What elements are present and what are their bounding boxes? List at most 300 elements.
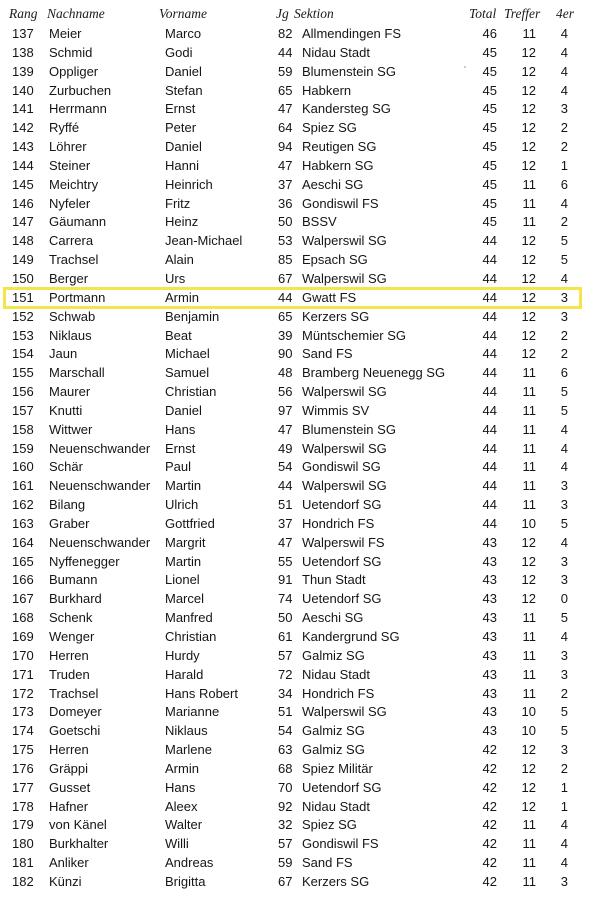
table-row	[0, 647, 600, 666]
cell-4er: 6	[560, 176, 568, 192]
cell-treffer: 12	[521, 779, 536, 795]
cell-sektion: Galmiz SG	[302, 723, 365, 739]
cell-vorname: Martin	[165, 478, 202, 494]
cell-nachname: Domeyer	[49, 704, 102, 720]
cell-sektion: Epsach SG	[302, 252, 368, 268]
cell-rang: 142	[12, 120, 34, 136]
cell-jg: 68	[278, 760, 293, 776]
cell-treffer: 11	[522, 855, 536, 871]
cell-jg: 50	[278, 610, 293, 626]
cell-total: 43	[482, 553, 497, 569]
cell-rang: 160	[12, 459, 34, 475]
cell-nachname: Niklaus	[49, 327, 92, 343]
cell-jg: 85	[278, 252, 293, 268]
cell-4er: 4	[560, 629, 568, 644]
scan-speck	[464, 66, 466, 68]
cell-total: 42	[482, 855, 497, 871]
cell-rang: 182	[12, 873, 34, 889]
cell-sektion: Galmiz SG	[302, 742, 365, 758]
cell-treffer: 12	[521, 270, 536, 286]
cell-rang: 159	[12, 440, 34, 456]
cell-jg: 39	[278, 327, 293, 343]
cell-treffer: 12	[521, 82, 536, 98]
cell-nachname: Wenger	[49, 629, 95, 644]
cell-nachname: Carrera	[49, 233, 94, 249]
cell-jg: 59	[278, 63, 293, 79]
cell-total: 44	[482, 327, 497, 343]
cell-jg: 74	[278, 591, 293, 607]
cell-nachname: Schmid	[49, 44, 93, 60]
cell-rang: 162	[12, 497, 34, 513]
cell-4er: 3	[560, 553, 568, 569]
cell-4er: 5	[560, 252, 568, 268]
cell-total: 42	[482, 798, 497, 814]
table-row	[0, 383, 600, 402]
cell-vorname: Walter	[165, 817, 203, 833]
cell-4er: 3	[560, 289, 568, 305]
cell-vorname: Ernst	[165, 440, 196, 456]
table-row	[0, 873, 600, 892]
cell-sektion: Nidau Stadt	[302, 44, 370, 60]
cell-rang: 161	[12, 478, 34, 494]
cell-total: 44	[482, 252, 497, 268]
cell-treffer: 12	[521, 252, 536, 268]
cell-rang: 170	[12, 647, 34, 663]
cell-nachname: Herren	[49, 647, 89, 663]
cell-vorname: Stefan	[165, 82, 203, 98]
cell-4er: 3	[560, 497, 568, 513]
cell-rang: 165	[12, 553, 34, 569]
header-4er: 4er	[556, 6, 574, 21]
cell-jg: 44	[278, 478, 293, 494]
cell-sektion: Habkern	[302, 82, 352, 98]
cell-vorname: Armin	[165, 760, 199, 776]
cell-vorname: Niklaus	[165, 723, 208, 739]
cell-treffer: 12	[521, 289, 536, 305]
cell-vorname: Heinz	[165, 214, 199, 230]
table-row	[0, 854, 600, 873]
cell-nachname: Bumann	[49, 572, 98, 588]
header-vorname: Vorname	[159, 6, 207, 21]
header-total: Total	[469, 6, 497, 21]
table-row	[0, 82, 600, 101]
cell-treffer: 12	[521, 798, 536, 814]
table-row	[0, 553, 600, 572]
cell-treffer: 12	[521, 44, 536, 60]
cell-jg: 65	[278, 308, 293, 324]
cell-vorname: Urs	[165, 270, 186, 286]
cell-vorname: Michael	[165, 346, 210, 362]
cell-rang: 180	[12, 836, 34, 852]
cell-nachname: Zurbuchen	[49, 82, 112, 98]
cell-rang: 173	[12, 704, 34, 720]
cell-nachname: Marschall	[49, 365, 105, 381]
table-header	[0, 6, 600, 26]
cell-nachname: Anliker	[49, 855, 89, 871]
cell-rang: 156	[12, 384, 34, 400]
cell-vorname: Hurdy	[165, 647, 200, 663]
cell-jg: 54	[278, 459, 293, 475]
cell-4er: 4	[560, 26, 568, 41]
cell-total: 43	[482, 591, 497, 607]
cell-jg: 32	[278, 817, 293, 833]
table-row	[0, 798, 600, 817]
table-row	[0, 666, 600, 685]
table-row	[0, 741, 600, 760]
cell-total: 44	[482, 270, 497, 286]
cell-vorname: Hans	[165, 421, 196, 437]
table-row	[0, 327, 600, 346]
table-row	[0, 138, 600, 157]
cell-rang: 141	[12, 101, 34, 117]
cell-rang: 168	[12, 610, 34, 626]
cell-total: 44	[482, 233, 497, 249]
cell-total: 45	[482, 63, 497, 79]
table-row	[0, 232, 600, 251]
cell-rang: 145	[12, 176, 34, 192]
cell-total: 42	[482, 817, 497, 833]
table-row	[0, 440, 600, 459]
cell-4er: 3	[560, 308, 568, 324]
cell-jg: 48	[278, 365, 293, 381]
cell-total: 44	[482, 459, 497, 475]
cell-treffer: 11	[522, 384, 536, 400]
cell-jg: 50	[278, 214, 293, 230]
cell-nachname: Nyfeler	[49, 195, 91, 211]
cell-jg: 63	[278, 742, 293, 758]
cell-4er: 4	[560, 82, 568, 98]
cell-4er: 6	[560, 365, 568, 381]
cell-rang: 178	[12, 798, 34, 814]
header-rang: Rang	[9, 6, 38, 21]
cell-total: 43	[482, 647, 497, 663]
table-row	[0, 213, 600, 232]
cell-vorname: Willi	[165, 836, 189, 852]
cell-4er: 4	[560, 421, 568, 437]
cell-total: 46	[482, 26, 497, 41]
cell-rang: 146	[12, 195, 34, 211]
cell-total: 43	[482, 629, 497, 644]
cell-sektion: Spiez SG	[302, 817, 357, 833]
cell-sektion: Walperswil FS	[302, 534, 385, 550]
cell-vorname: Marlene	[165, 742, 212, 758]
cell-4er: 4	[560, 817, 568, 833]
cell-nachname: Künzi	[49, 873, 82, 889]
cell-sektion: Spiez SG	[302, 120, 357, 136]
table-row	[0, 722, 600, 741]
cell-treffer: 12	[521, 157, 536, 173]
cell-vorname: Andreas	[165, 855, 214, 871]
cell-jg: 37	[278, 515, 293, 531]
cell-sektion: Aeschi SG	[302, 176, 364, 192]
cell-nachname: Löhrer	[49, 139, 87, 155]
cell-treffer: 11	[522, 459, 536, 475]
cell-treffer: 12	[521, 120, 536, 136]
cell-jg: 47	[278, 101, 293, 117]
cell-sektion: Kerzers SG	[302, 873, 370, 889]
cell-treffer: 11	[522, 26, 536, 41]
table-row	[0, 176, 600, 195]
table-row	[0, 119, 600, 138]
cell-jg: 51	[278, 497, 293, 513]
table-row	[0, 364, 600, 383]
table-row	[0, 590, 600, 609]
table-row	[0, 458, 600, 477]
cell-jg: 57	[278, 647, 293, 663]
cell-sektion: Nidau Stadt	[302, 798, 370, 814]
cell-jg: 92	[278, 798, 293, 814]
cell-nachname: Berger	[49, 270, 89, 286]
cell-4er: 3	[560, 873, 568, 889]
cell-4er: 5	[560, 723, 568, 739]
cell-vorname: Godi	[165, 44, 193, 60]
cell-jg: 55	[278, 553, 293, 569]
cell-sektion: Gondiswil SG	[302, 459, 381, 475]
cell-jg: 67	[278, 873, 293, 889]
cell-sektion: Uetendorf SG	[302, 779, 382, 795]
cell-jg: 47	[278, 421, 293, 437]
cell-treffer: 11	[522, 647, 536, 663]
cell-rang: 144	[12, 157, 34, 173]
cell-sektion: Blumenstein SG	[302, 63, 396, 79]
cell-sektion: BSSV	[302, 214, 337, 230]
cell-total: 43	[482, 723, 497, 739]
cell-4er: 5	[560, 402, 568, 418]
cell-jg: 37	[278, 176, 293, 192]
table-row	[0, 63, 600, 82]
cell-treffer: 11	[522, 836, 536, 852]
cell-jg: 51	[278, 704, 293, 720]
cell-sektion: Walperswil SG	[302, 233, 387, 249]
cell-nachname: Gusset	[49, 779, 91, 795]
cell-sektion: Walperswil SG	[302, 704, 387, 720]
cell-total: 43	[482, 572, 497, 588]
cell-rang: 175	[12, 742, 34, 758]
table-row	[0, 515, 600, 534]
cell-treffer: 11	[522, 817, 536, 833]
cell-nachname: Graber	[49, 515, 90, 531]
cell-vorname: Alain	[165, 252, 194, 268]
table-row	[0, 270, 600, 289]
cell-rang: 177	[12, 779, 34, 795]
table-row	[0, 628, 600, 647]
table-row	[0, 760, 600, 779]
cell-sektion: Kerzers SG	[302, 308, 370, 324]
cell-nachname: Herrmann	[49, 101, 107, 117]
cell-sektion: Gondiswil FS	[302, 836, 379, 852]
cell-sektion: Thun Stadt	[302, 572, 366, 588]
cell-total: 44	[482, 402, 497, 418]
cell-4er: 2	[560, 139, 568, 155]
cell-4er: 3	[560, 478, 568, 494]
cell-jg: 49	[278, 440, 293, 456]
cell-jg: 44	[278, 289, 293, 305]
table-row	[0, 816, 600, 835]
cell-treffer: 11	[522, 610, 536, 626]
cell-jg: 47	[278, 534, 293, 550]
cell-sektion: Gwatt FS	[302, 289, 357, 305]
cell-treffer: 10	[521, 515, 536, 531]
cell-rang: 147	[12, 214, 34, 230]
header-jg: Jg	[276, 6, 289, 21]
header-sektion: Sektion	[294, 6, 334, 21]
cell-rang: 137	[12, 26, 34, 41]
cell-sektion: Walperswil SG	[302, 384, 387, 400]
cell-treffer: 11	[522, 365, 536, 381]
cell-total: 43	[482, 610, 497, 626]
table-row	[0, 534, 600, 553]
cell-treffer: 11	[522, 873, 536, 889]
cell-vorname: Marianne	[165, 704, 220, 720]
cell-nachname: von Känel	[49, 817, 107, 833]
cell-nachname: Meier	[49, 26, 82, 41]
table-row	[0, 685, 600, 704]
cell-4er: 1	[560, 157, 568, 173]
cell-nachname: Neuenschwander	[49, 478, 151, 494]
table-row	[0, 779, 600, 798]
cell-4er: 2	[560, 327, 568, 343]
cell-total: 44	[482, 365, 497, 381]
cell-nachname: Burkhard	[49, 591, 102, 607]
cell-sektion: Wimmis SV	[302, 402, 370, 418]
cell-total: 45	[482, 195, 497, 211]
cell-4er: 5	[560, 515, 568, 531]
cell-vorname: Peter	[165, 120, 197, 136]
cell-vorname: Armin	[165, 289, 199, 305]
cell-sektion: Kandersteg SG	[302, 101, 391, 117]
cell-4er: 4	[560, 855, 568, 871]
cell-4er: 4	[560, 459, 568, 475]
cell-jg: 56	[278, 384, 293, 400]
cell-vorname: Daniel	[165, 139, 202, 155]
cell-total: 45	[482, 120, 497, 136]
ranking-table-body	[0, 25, 600, 892]
header-nachname: Nachname	[47, 6, 105, 21]
cell-vorname: Benjamin	[165, 308, 220, 324]
cell-sektion: Spiez Militär	[302, 760, 373, 776]
cell-total: 44	[482, 497, 497, 513]
cell-4er: 4	[560, 440, 568, 456]
cell-vorname: Samuel	[165, 365, 210, 381]
table-row	[0, 477, 600, 496]
cell-vorname: Daniel	[165, 402, 202, 418]
cell-vorname: Gottfried	[165, 515, 215, 531]
cell-treffer: 10	[521, 704, 536, 720]
cell-rang: 176	[12, 760, 34, 776]
cell-total: 45	[482, 101, 497, 117]
cell-rang: 181	[12, 855, 34, 871]
cell-jg: 34	[278, 685, 293, 701]
cell-sektion: Müntschemier SG	[302, 327, 407, 343]
cell-nachname: Meichtry	[49, 176, 99, 192]
cell-total: 45	[482, 176, 497, 192]
cell-nachname: Schenk	[49, 610, 93, 626]
cell-jg: 72	[278, 666, 293, 682]
cell-total: 44	[482, 289, 497, 305]
cell-treffer: 11	[522, 421, 536, 437]
cell-vorname: Daniel	[165, 63, 202, 79]
cell-total: 42	[482, 742, 497, 758]
cell-nachname: Wittwer	[49, 421, 93, 437]
cell-rang: 167	[12, 591, 34, 607]
cell-sektion: Sand FS	[302, 346, 353, 362]
cell-4er: 4	[560, 63, 568, 79]
cell-4er: 0	[560, 591, 568, 607]
cell-4er: 3	[560, 101, 568, 117]
cell-rang: 149	[12, 252, 34, 268]
cell-treffer: 11	[522, 195, 536, 211]
cell-sektion: Uetendorf SG	[302, 497, 382, 513]
cell-vorname: Jean-Michael	[165, 233, 243, 249]
cell-total: 44	[482, 384, 497, 400]
cell-jg: 64	[278, 120, 293, 136]
cell-treffer: 12	[521, 63, 536, 79]
table-row	[0, 308, 600, 327]
cell-4er: 4	[560, 836, 568, 852]
cell-4er: 1	[560, 798, 568, 814]
cell-nachname: Oppliger	[49, 63, 99, 79]
cell-sektion: Allmendingen FS	[302, 26, 401, 41]
header-treffer: Treffer	[504, 6, 541, 21]
cell-vorname: Paul	[165, 459, 192, 475]
cell-4er: 3	[560, 647, 568, 663]
cell-sektion: Galmiz SG	[302, 647, 365, 663]
table-row	[0, 835, 600, 854]
cell-total: 45	[482, 82, 497, 98]
cell-total: 44	[482, 440, 497, 456]
table-row	[0, 571, 600, 590]
table-row	[0, 703, 600, 722]
cell-treffer: 12	[521, 742, 536, 758]
cell-total: 43	[482, 704, 497, 720]
cell-sektion: Bramberg Neuenegg SG	[302, 365, 446, 381]
cell-rang: 174	[12, 723, 34, 739]
cell-nachname: Neuenschwander	[49, 440, 151, 456]
cell-nachname: Burkhalter	[49, 836, 109, 852]
cell-rang: 143	[12, 139, 34, 155]
cell-4er: 5	[560, 233, 568, 249]
cell-nachname: Knutti	[49, 402, 83, 418]
cell-nachname: Maurer	[49, 384, 91, 400]
cell-jg: 91	[278, 572, 293, 588]
cell-nachname: Trachsel	[49, 252, 99, 268]
cell-vorname: Ulrich	[165, 497, 199, 513]
cell-4er: 2	[560, 214, 568, 230]
cell-sektion: Blumenstein SG	[302, 421, 396, 437]
table-row	[0, 402, 600, 421]
cell-4er: 4	[560, 44, 568, 60]
cell-total: 43	[482, 685, 497, 701]
cell-vorname: Brigitta	[165, 873, 206, 889]
table-row	[0, 421, 600, 440]
cell-sektion: Sand FS	[302, 855, 353, 871]
cell-nachname: Gräppi	[49, 760, 89, 776]
cell-nachname: Portmann	[49, 289, 106, 305]
cell-rang: 152	[12, 308, 34, 324]
cell-vorname: Fritz	[165, 195, 191, 211]
cell-treffer: 12	[521, 534, 536, 550]
cell-nachname: Truden	[49, 666, 90, 682]
cell-vorname: Marcel	[165, 591, 205, 607]
cell-4er: 2	[560, 760, 568, 776]
table-row	[0, 251, 600, 270]
cell-treffer: 11	[522, 440, 536, 456]
cell-total: 45	[482, 214, 497, 230]
cell-sektion: Gondiswil FS	[302, 195, 379, 211]
cell-total: 43	[482, 666, 497, 682]
table-row	[0, 44, 600, 63]
cell-rang: 157	[12, 402, 34, 418]
